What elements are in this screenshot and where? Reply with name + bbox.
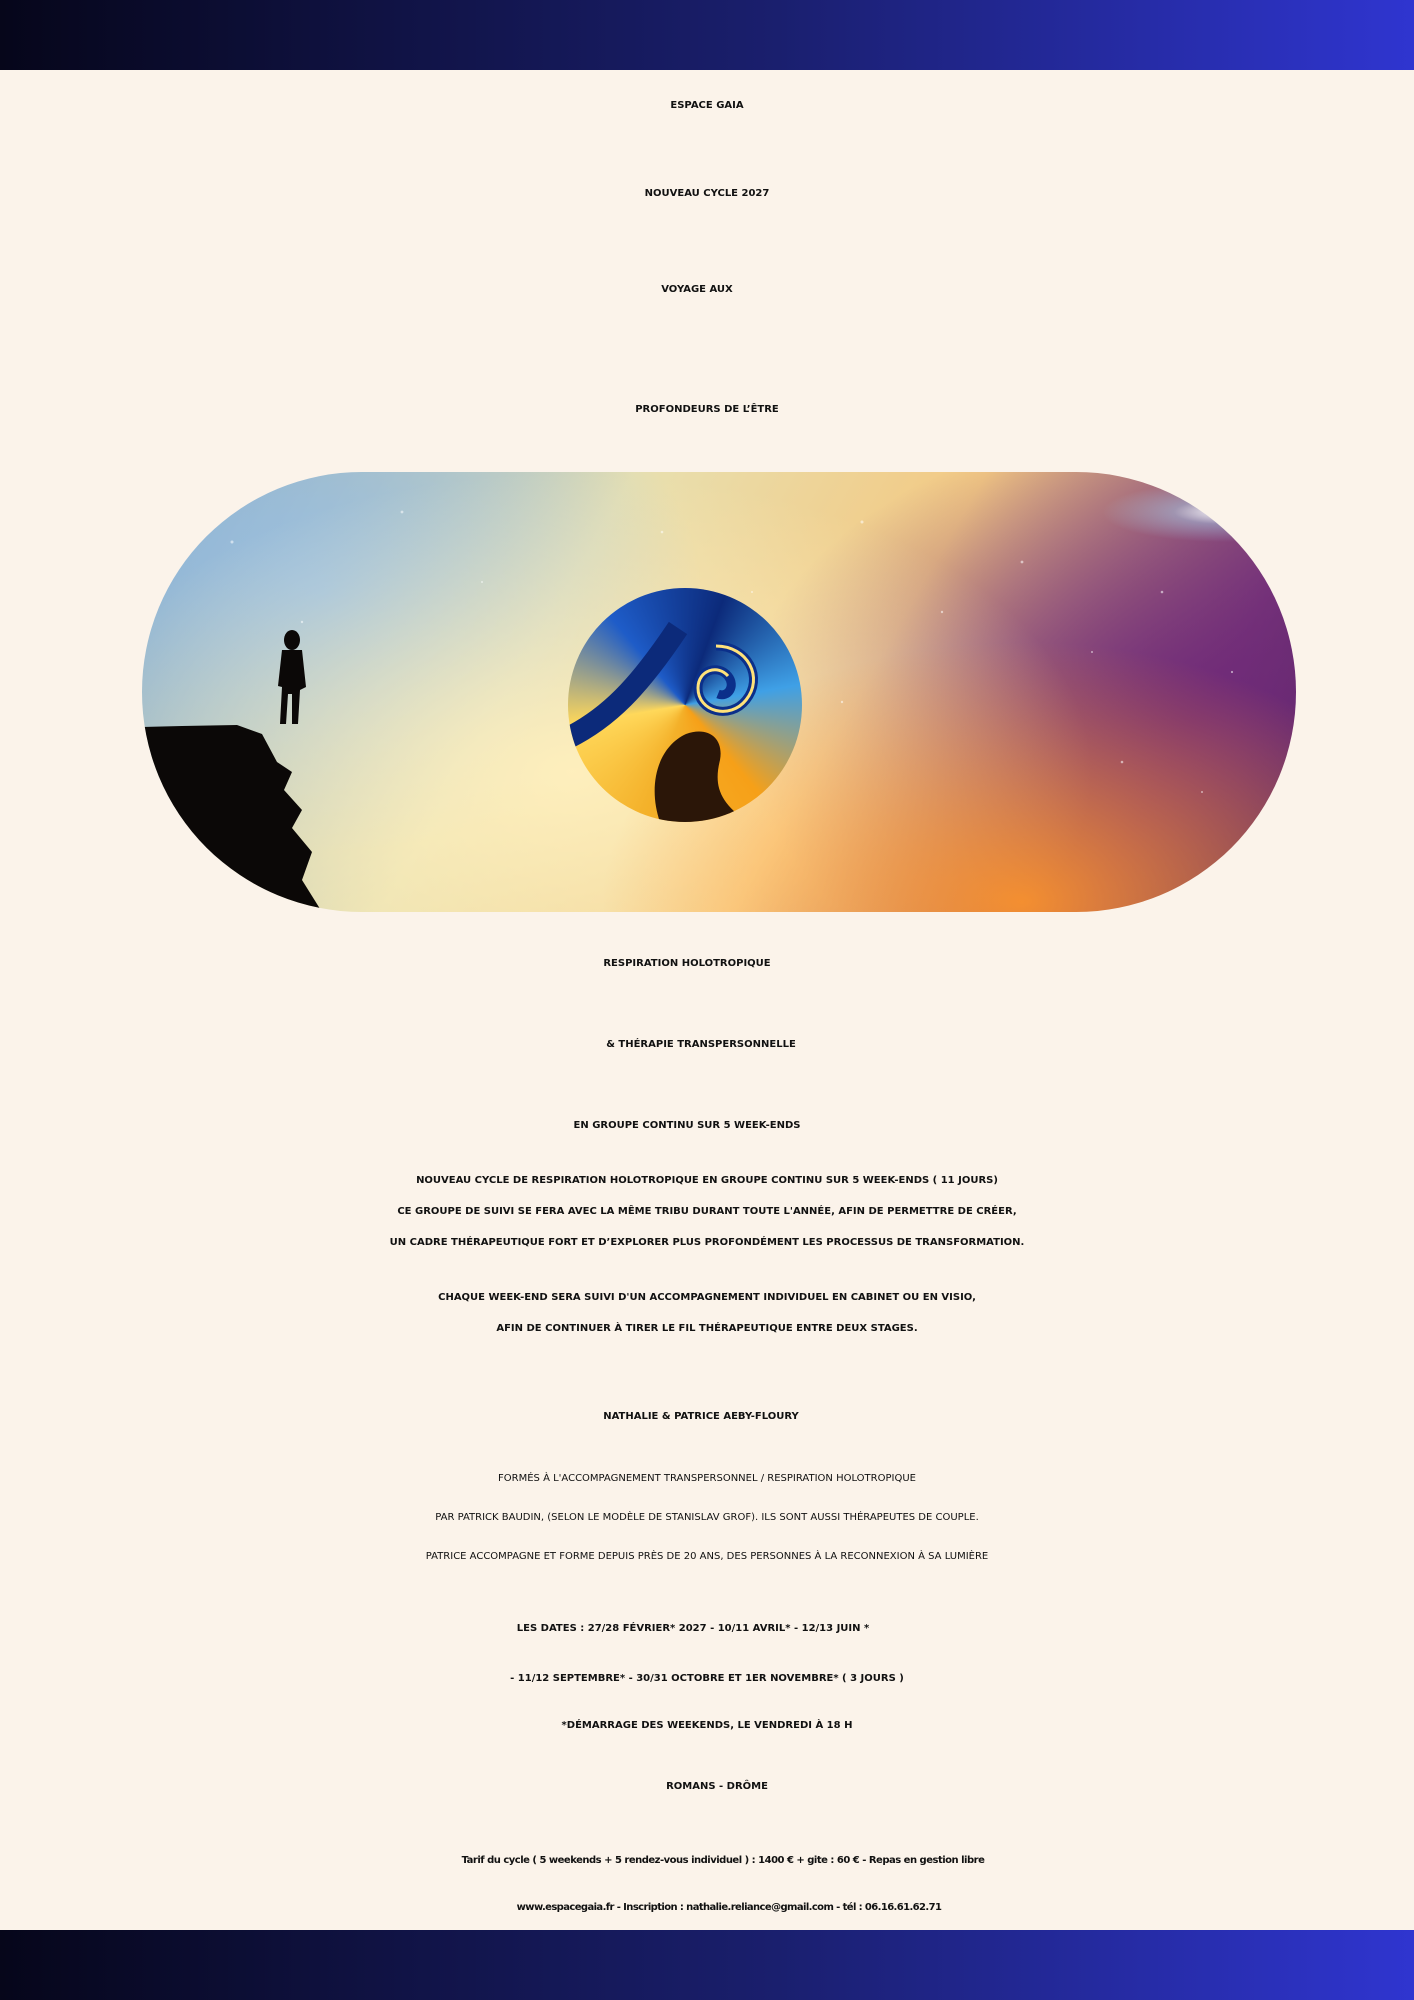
facilitator-bio-line3: PATRICE ACCOMPAGNE ET FORME DEPUIS PRÈS DE 20 ANS, DES PERSONNES À LA RECONNEXION À SA LUMIÈRE — [425, 1551, 989, 1562]
dates-line2: - 11/12 SEPTEMBRE* - 30/31 OCTOBRE ET 1ER NOVEMBRE* ( 3 JOURS ) — [510, 1673, 904, 1684]
contact-info: www.espacegaia.fr - Inscription : nathalie.reliance@gmail.com - tél : 06.16.61.62.71 — [516, 1902, 942, 1913]
bottom-color-band — [0, 1930, 1414, 2000]
top-color-band — [0, 0, 1414, 70]
facilitator-names: NATHALIE & PATRICE AEBY-FLOURY — [603, 1411, 799, 1422]
dates-footnote: *DÉMARRAGE DES WEEKENDS, LE VENDREDI À 18 H — [561, 1720, 853, 1731]
facilitator-bio-line2: PAR PATRICK BAUDIN, (SELON LE MODÈLE DE STANISLAV GROF). ILS SONT AUSSI THÉRAPEUTES DE COUPLE. — [435, 1512, 979, 1523]
subtitle-line1: RESPIRATION HOLOTROPIQUE — [603, 958, 771, 969]
cycle-label: NOUVEAU CYCLE 2027 — [644, 188, 770, 199]
description-para1-line2: CE GROUPE DE SUIVI SE FERA AVEC LA MÊME TRIBU DURANT TOUTE L'ANNÉE, AFIN DE PERMETTRE DE CRÉER, — [397, 1206, 1017, 1217]
subtitle-line3: EN GROUPE CONTINU SUR 5 WEEK-ENDS — [573, 1120, 801, 1131]
dates-line1: LES DATES : 27/28 FÉVRIER* 2027 - 10/11 AVRIL* - 12/13 JUIN * — [516, 1623, 870, 1634]
description-para1-line3: UN CADRE THÉRAPEUTIQUE FORT ET D’EXPLORER PLUS PROFONDÉMENT LES PROCESSUS DE TRANSFORMATION. — [389, 1237, 1025, 1248]
facilitator-bio-line1: FORMÉS À L'ACCOMPAGNEMENT TRANSPERSONNEL / RESPIRATION HOLOTROPIQUE — [498, 1473, 916, 1484]
org-name: ESPACE GAIA — [670, 100, 744, 111]
description-para1-line1: NOUVEAU CYCLE DE RESPIRATION HOLOTROPIQUE EN GROUPE CONTINU SUR 5 WEEK-ENDS ( 11 JOURS) — [416, 1175, 998, 1186]
description-para2-line2: AFIN DE CONTINUER À TIRER LE FIL THÉRAPEUTIQUE ENTRE DEUX STAGES. — [496, 1323, 918, 1334]
page-title-line2: PROFONDEURS DE L’ÊTRE — [635, 404, 779, 415]
spiral-artwork-medallion — [568, 588, 802, 822]
subtitle-line2: & THÉRAPIE TRANSPERSONNELLE — [606, 1039, 796, 1050]
page-title-line1: VOYAGE AUX — [661, 284, 733, 295]
pricing-info: Tarif du cycle ( 5 weekends + 5 rendez-vous individuel ) : 1400 € + gite : 60 € - Repas en gestion libre — [461, 1855, 985, 1866]
description-para2-line1: CHAQUE WEEK-END SERA SUIVI D'UN ACCOMPAGNEMENT INDIVIDUEL EN CABINET OU EN VISIO, — [438, 1292, 976, 1303]
location: ROMANS - DRÔME — [666, 1781, 768, 1792]
